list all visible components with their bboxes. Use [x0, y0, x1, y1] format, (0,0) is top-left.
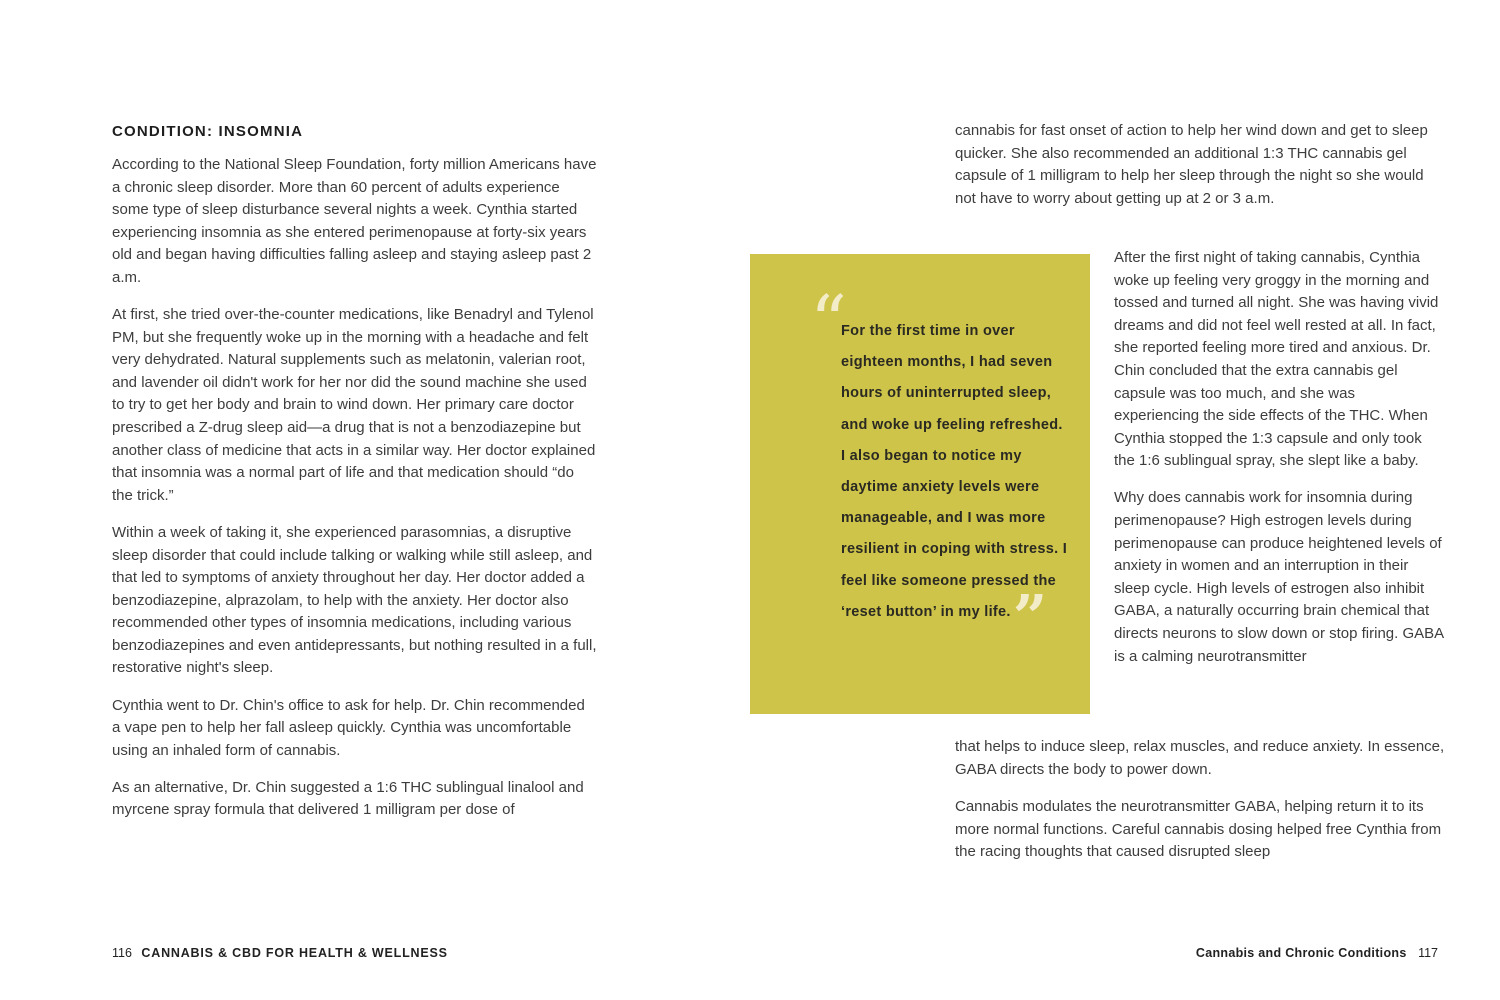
- page-number: 117: [1418, 946, 1438, 960]
- left-column: [112, 154, 597, 837]
- book-title: CANNABIS & CBD FOR HEALTH & WELLNESS: [141, 946, 448, 960]
- paragraph: As an alternative, Dr. Chin suggested a 1:6 THC sublingual linalool and myrcene spray formula that delivered 1 milligram per dose of: [112, 778, 584, 819]
- paragraph: Within a week of taking it, she experienced parasomnias, a disruptive sleep disorder that could include talking or walking while still asleep, and that led to symptoms of anxiety throughout her day. Her doctor added a benzodiazepine, alprazolam, to help with the anxiety. Her doctor also recommended other types of insomnia medications, including various benzodiazepines and even antidepressants, but nothing resulted in a full, restorative night's sleep.: [112, 523, 597, 677]
- section-heading: CONDITION: INSOMNIA: [112, 123, 304, 140]
- pull-quote-text: [841, 316, 1071, 653]
- pull-quote-body: For the first time in over eighteen months, I had seven hours of uninterrupted sleep, and woke up feeling refreshed. I also began to notice my daytime anxiety levels were manageable, and I was more resilient in coping with stress. I feel like someone pressed the ‘reset button’ in my life.: [841, 323, 1068, 620]
- paragraph: Why does cannabis work for insomnia during perimenopause? High estrogen levels during perimenopause can produce heightened levels of anxiety in women and an interruption in their sleep cycle. High levels of estrogen also inhibit GABA, a naturally occurring brain chemical that directs neurons to slow down or stop firing. GABA is a calming neurotransmitter: [1114, 489, 1444, 665]
- paragraph: After the first night of taking cannabis, Cynthia woke up feeling very groggy in the morning and tossed and turned all night. She was having vivid dreams and did not feel well rested at all. In fact, she reported feeling more tired and anxious. Dr. Chin concluded that the extra cannabis gel capsule was too much, and she was experiencing the side effects of the THC. When Cynthia stopped the 1:3 capsule and only took the 1:6 sublingual spray, she slept like a baby.: [1114, 249, 1439, 470]
- chapter-title: Cannabis and Chronic Conditions: [1195, 946, 1407, 960]
- paragraph: Cynthia went to Dr. Chin's office to ask for help. Dr. Chin recommended a vape pen to help her fall asleep quickly. Cynthia was uncomfortable using an inhaled form of cannabis.: [112, 696, 585, 759]
- paragraph: cannabis for fast onset of action to help her wind down and get to sleep quicker. She also recommended an additional 1:3 THC cannabis gel capsule of 1 milligram to help her sleep through the night so she would not have to worry about getting up at 2 or 3 a.m.: [955, 122, 1428, 207]
- paragraph: Cannabis modulates the neurotransmitter GABA, helping return it to its more normal functions. Careful cannabis dosing helped free Cynthia from the racing thoughts that caused disrupted sleep: [955, 798, 1442, 861]
- pull-quote-box: [750, 254, 1090, 714]
- paragraph: At first, she tried over-the-counter medications, like Benadryl and Tylenol PM, but she frequently woke up in the morning with a headache and felt very dehydrated. Natural supplements such as melatonin, valerian root, and lavender oil didn't work for her nor did the sound machine she used to try to get her body and brain to wind down. Her primary care doctor prescribed a Z-drug sleep aid—a drug that is not a benzodiazepine but another class of medicine that acts in a similar way. Her doctor explained that insomnia was a normal part of life and that medication should “do the trick.”: [112, 306, 596, 504]
- close-quote-icon: ”: [1012, 582, 1048, 653]
- right-footer: [1196, 946, 1438, 960]
- wrapped-column: [1114, 247, 1444, 683]
- paragraph: According to the National Sleep Foundation, forty million Americans have a chronic sleep disorder. More than 60 percent of adults experience some type of sleep disturbance several nights a week. Cynthia started experiencing insomnia as she entered perimenopause at forty-six years old and began having difficulties falling asleep and staying asleep past 2 a.m.: [112, 156, 597, 286]
- open-quote-icon: “: [810, 280, 847, 364]
- paragraph-continuation: that helps to induce sleep, relax muscles, and reduce anxiety. In essence, GABA directs the body to power down.: [955, 738, 1445, 778]
- page-number: 116: [112, 946, 132, 960]
- left-footer: [112, 946, 448, 960]
- right-page: [750, 0, 1500, 1000]
